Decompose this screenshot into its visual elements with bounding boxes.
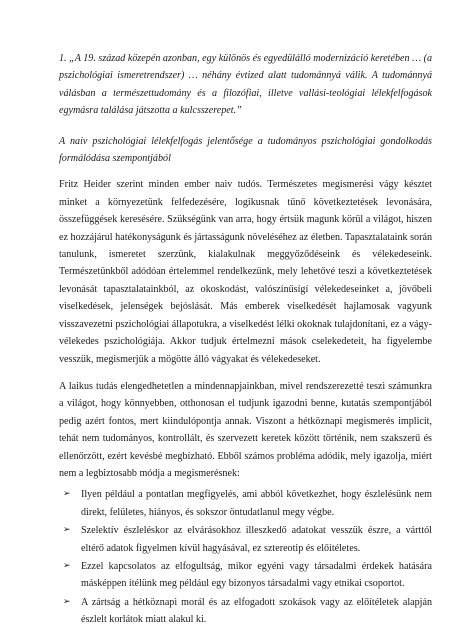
list-item-text: Ezzel kapcsolatos az elfogultság, mikor egyéni vagy társadalmi érdekek hatására másképpen ítélünk meg például egy bizonyos társadalmi vagy etnikai csoportot. [81,560,432,590]
list-item-text: Szelektív észleléskor az elvárásokhoz illeszkedő adatokat vesszük észre, a várttól eltérő adatok figyelmen kívül hagyásával, ez sztereotip és előítéletes. [81,525,432,554]
list-item [63,594,432,629]
list-item-text: Ilyen például a pontatlan megfigyelés, ami abból következhet, hogy észlelésünk nem direkt, felületes, hiányos, és sokszor öntudatlanul megy végbe. [81,489,432,518]
intro-quote: 1. „A 19. század közepén azonban, egy különös és egyedülálló modernizáció keretében … (a pszichológiai ismeretrendszer) … néhány évtized alatt tudománnyá válik. A tudománnyá válásban a természettudomány és a filozófiai, illetve vallási-teológiai lélekfelfogások egymásra találása játszotta a kulcsszerepet.” [59,53,432,117]
arrow-bullet-icon: ➢ [63,525,71,536]
problem-list [59,486,432,628]
arrow-bullet-icon: ➢ [63,489,71,500]
body-paragraph-2: A laikus tudás elengedhetetlen a mindennapjainkban, mivel rendszerezetté teszi számunkra a világot, hogy könnyebben, otthonosan el tudjunk igazodni benne, kutatás szempontjából pedig azért fontos, mert kiindulópontja annak. Viszont a hétköznapi megismerés implicit, tehát nem tudományos, kontrollált, és szervezett keretek között történik, nem szakszerű és ellenőrzött, ezért kevésbé megbízható. Ebből számos probléma adódik, mely igazolja, miért nem a legbiztosabb módja a megismerésnek: [59,380,432,479]
body-paragraph-1: Fritz Heider szerint minden ember naiv tudós. Természetes megismerési vágy késztet minket a környezetünk felfedezésére, logikusnak tűnő következtetések levonására, összefüggések keresésére. Szükségünk van arra, hogy értsük magunk körül a világot, hiszen ez hozzájárul hatékonyságunk és jártasságunk növeléséhez az életben. Tapasztalataink során tanulunk, ismeretet szerzünk, kialakulnak meggyőződéseink és vélekedeseink. Természetünkből adódóan értelemmel rendelkezünk, mely lehetővé teszi a következtetések levonását tapasztalatainkból, az okoskodást, valószínűsígí vélekedeseinket a, jövőbeli viselkedések, jelenségek bejóslását. Más emberek viselkedését hajlamosak vagyunk visszavezetni pszichológiai állapotukra, a viselkedést lélki okoknak tulajdonítani, ez a vágy-vélekedes pszichológiája. Akkor tudjuk értelmezni mások cselekedeteit, ha figyelembe vesszük, megismerjük a mögötte álló vágyakat és vélekedeseket. [59,179,432,365]
arrow-bullet-icon: ➢ [63,596,71,607]
list-item-text: A zártság a hétköznapi morál és az elfogadott szokások vagy az előítéletek alapján észlelt korlátok miatt alakul ki. [81,596,432,626]
list-item [63,522,432,557]
list-item [63,486,432,521]
arrow-bullet-icon: ➢ [63,560,71,571]
section-subheading: A naiv pszichológiai lélekfelfogás jelentősége a tudományos pszichológiai gondolkodás formálódása szempontjából [59,135,432,165]
list-item [63,558,432,593]
